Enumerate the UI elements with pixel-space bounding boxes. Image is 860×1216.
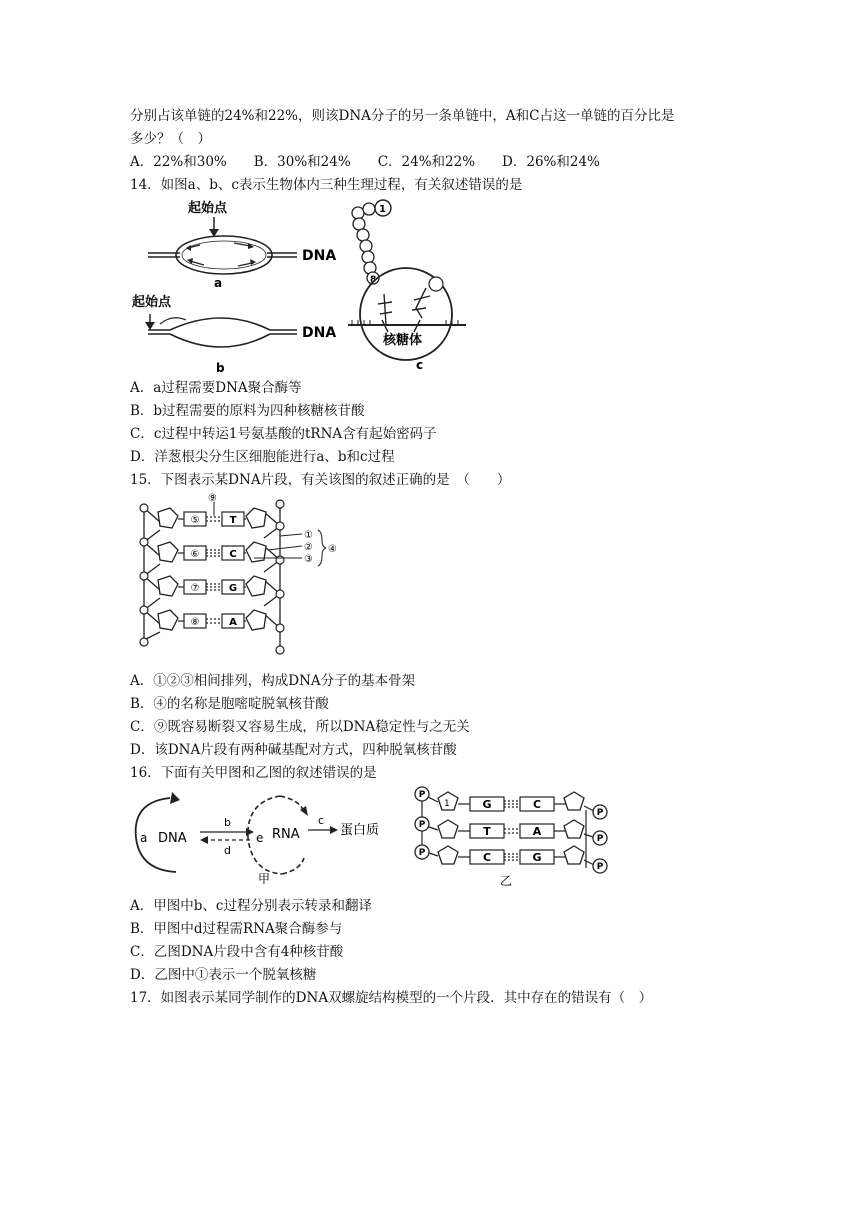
q14-aa-eighth-label: 8	[370, 275, 377, 285]
q15-callout-1: ①	[304, 530, 313, 541]
q13-options: A．22%和30% B．30%和24% C．24%和22% D．26%和24%	[130, 154, 600, 170]
q16-jia-protein: 蛋白质	[340, 823, 380, 838]
q15-dna-fragment-figure	[130, 490, 360, 665]
q16-yi-caption: 乙	[500, 874, 513, 888]
q15-option-d: D．该DNA片段有两种碱基配对方式，四种脱氧核苷酸	[130, 742, 457, 758]
q16-jia-caption: 甲	[258, 872, 271, 886]
q14-label-a: a	[214, 276, 223, 290]
q15-left-base-5: ⑤	[190, 515, 200, 526]
q16-jia-b: b	[224, 816, 231, 829]
q15-right-base-c: C	[229, 549, 237, 560]
q14-label-b: b	[216, 361, 225, 374]
q14-option-d: D．洋葱根尖分生区细胞能进行a、b和c过程	[130, 449, 395, 465]
q16-option-b: B．甲图中d过程需RNA聚合酶参与	[130, 921, 343, 937]
q14-option-b: B．b过程需要的原料为四种核糖核苷酸	[130, 403, 365, 419]
q16-option-a: A．甲图中b、c过程分别表示转录和翻译	[130, 898, 372, 914]
q16-jia-d: d	[224, 844, 231, 857]
q15-option-b: B．④的名称是胞嘧啶脱氧核苷酸	[130, 696, 329, 712]
q14-stem: 14．如图a、b、c表示生物体内三种生理过程，有关叙述错误的是	[130, 177, 523, 193]
q16-jia-rna: RNA	[272, 827, 300, 842]
q13-line2: 多少？（ ）	[130, 131, 211, 147]
q16-yi-right-base-g: G	[532, 851, 542, 864]
q16-option-d: D．乙图中①表示一个脱氧核糖	[130, 967, 317, 983]
q16-yi-phosphate-left-2: P	[418, 820, 426, 830]
q16-yi-phosphate-left-3: P	[418, 848, 426, 858]
q15-callout-9: ⑨	[208, 493, 217, 504]
q14-dna-a-label: DNA	[302, 248, 337, 264]
q14-origin-top-label: 起始点	[188, 201, 228, 216]
q14-ribosome-label: 核糖体	[383, 333, 423, 348]
q16-yi-circle-label: 1	[444, 799, 450, 809]
q16-jia-e: e	[256, 831, 264, 845]
q16-yi-phosphate-right-3: P	[596, 862, 604, 872]
q14-dna-b-label: DNA	[302, 325, 337, 341]
q17-stem: 17．如图表示某同学制作的DNA双螺旋结构模型的一个片段．其中存在的错误有（ ）	[130, 990, 653, 1006]
q16-yi-phosphate-left-1: P	[418, 790, 426, 800]
q16-yi-phosphate-right-1: P	[596, 808, 604, 818]
q16-yi-figure	[408, 780, 628, 890]
q14-aa-first-label: 1	[379, 204, 386, 215]
q16-jia-c: c	[318, 814, 325, 827]
q16-jia-dna: DNA	[158, 831, 187, 846]
q14-replication-bubble-a	[148, 236, 297, 274]
q16-jia-figure	[130, 786, 400, 886]
q16-yi-left-base-g: G	[482, 798, 492, 811]
q16-stem: 16．下面有关甲图和乙图的叙述错误的是	[130, 765, 377, 781]
q15-left-base-8: ⑧	[190, 617, 200, 628]
q16-yi-phosphate-right-2: P	[596, 834, 604, 844]
q15-left-base-7: ⑦	[190, 583, 200, 594]
q15-option-c: C．⑨既容易断裂又容易生成，所以DNA稳定性与之无关	[130, 719, 470, 735]
q15-stem: 15．下图表示某DNA片段，有关该图的叙述正确的是 （ ）	[130, 472, 511, 488]
q14-figure	[130, 196, 470, 374]
q15-callout-2: ②	[304, 542, 313, 553]
q16-yi-right-base-a: A	[532, 825, 542, 838]
q15-right-base-g: G	[228, 583, 238, 594]
q15-option-a: A．①②③相间排列，构成DNA分子的基本骨架	[130, 673, 416, 689]
q15-right-base-t: T	[229, 515, 237, 526]
q14-origin-bottom-label: 起始点	[132, 295, 172, 310]
q16-yi-left-base-t: T	[483, 825, 491, 838]
q15-callout-4: ④	[328, 544, 337, 555]
q13-line1: 分别占该单链的24%和22%，则该DNA分子的另一条单链中，A和C占这一单链的百分比是	[130, 108, 675, 124]
q14-option-c: C．c过程中转运1号氨基酸的tRNA含有起始密码子	[130, 426, 437, 442]
q16-yi-right-base-c: C	[532, 798, 542, 811]
q16-yi-left-base-c: C	[482, 851, 492, 864]
q16-jia-a: a	[140, 831, 148, 845]
q15-right-base-a: A	[229, 617, 237, 628]
q16-option-c: C．乙图DNA片段中含有4种核苷酸	[130, 944, 344, 960]
q14-amino-acid-chain	[352, 203, 379, 284]
q15-left-base-6: ⑥	[190, 549, 200, 560]
q15-callout-3: ③	[304, 554, 313, 565]
q14-option-a: A．a过程需要DNA聚合酶等	[130, 380, 302, 396]
q14-label-c: c	[416, 358, 424, 372]
q14-transcription-bubble-b	[148, 318, 297, 347]
